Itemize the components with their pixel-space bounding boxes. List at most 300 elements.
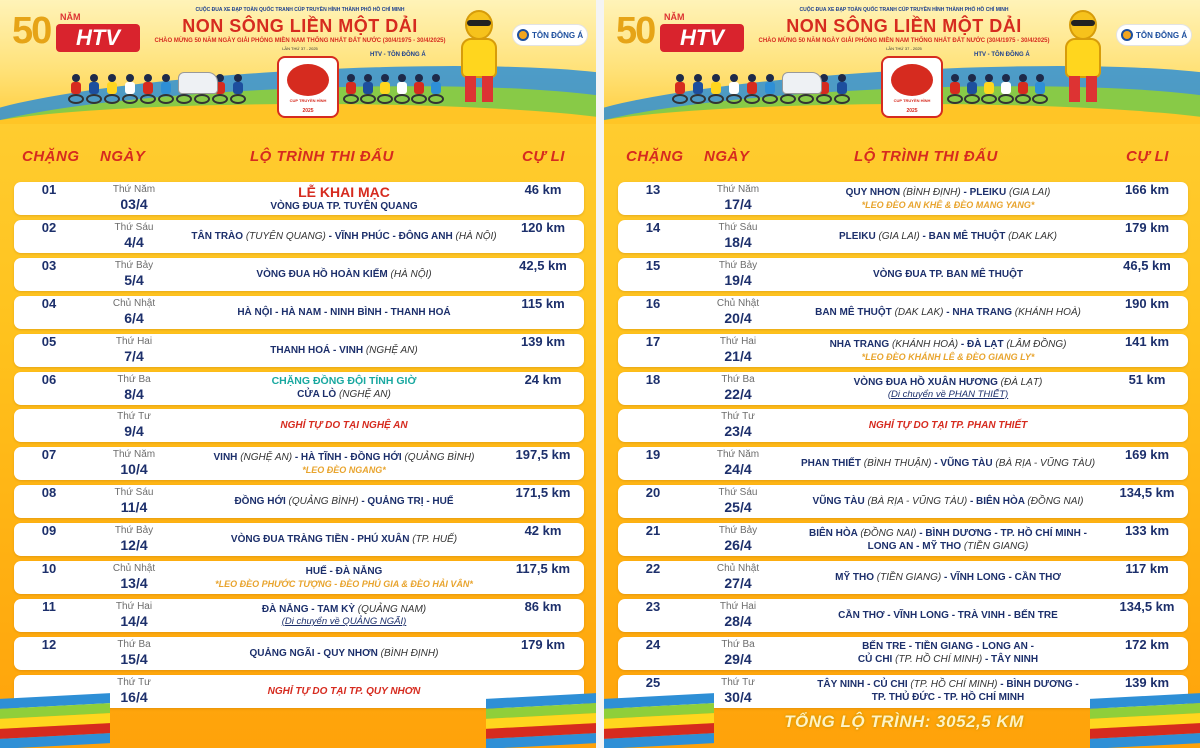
stage-date	[84, 561, 184, 594]
route-line	[237, 306, 450, 319]
mascot-illustration	[1059, 10, 1109, 105]
stage-number: 09	[41, 523, 57, 539]
table-row	[618, 561, 1188, 594]
route-text: CỦ CHI	[857, 654, 896, 666]
stage-distance: 197,5 km	[515, 447, 571, 463]
route-text: VÒNG ĐUA HỒ HOÀN KIẾM	[256, 268, 391, 280]
cyclist-figure	[1000, 74, 1012, 104]
cyclist-figure	[764, 74, 776, 104]
stage-distance: 133 km	[1124, 523, 1170, 539]
stage-number: 08	[41, 485, 57, 501]
route-text: QUY NHƠN	[845, 187, 903, 198]
stage-distance: 42,5 km	[519, 257, 567, 273]
decorative-stripes	[0, 685, 596, 748]
date-value: 22/4	[724, 385, 752, 402]
route-text: BẾN TRE - TIỀN GIANG - LONG AN -	[862, 641, 1034, 653]
table-row	[618, 372, 1188, 405]
stage-distance: 117,5 km	[515, 561, 571, 576]
route-cell	[788, 182, 1108, 215]
stage-date	[84, 296, 184, 329]
route-text: PLEIKU	[839, 230, 879, 242]
mascot-illustration	[455, 10, 505, 105]
table-row	[14, 372, 584, 405]
day-of-week: Thứ Bảy	[114, 259, 154, 271]
route-cell	[788, 372, 1108, 405]
date-value: 12/4	[120, 537, 148, 554]
stage-number: 13	[645, 182, 661, 197]
stage-number: 25	[645, 674, 661, 690]
climb-note: *LEO ĐÈO KHÁNH LÊ & ĐÈO GIANG LY*	[861, 351, 1035, 362]
day-of-week: Thứ Ba	[721, 373, 755, 385]
stage-distance: 51 km	[1128, 371, 1166, 387]
col-stage-header: CHẶNG	[22, 148, 80, 165]
stage-distance	[504, 409, 582, 442]
stage-distance: 120 km	[520, 219, 566, 235]
route-text: MỸ THO	[835, 572, 877, 583]
cyclists-illustration-right	[949, 60, 1059, 104]
stage-date	[688, 485, 788, 518]
stage-distance: 24 km	[524, 371, 562, 387]
province-label: (NGHỆ AN)	[338, 389, 391, 400]
route-text: HÀ NỘI - HÀ NAM - NINH BÌNH - THANH HOÁ	[237, 306, 451, 318]
cyclist-figure	[430, 74, 442, 104]
cyclist-figure	[746, 74, 758, 104]
transfer-note: (Di chuyển về QUẢNG NGÃI)	[281, 615, 407, 627]
route-line	[306, 565, 383, 578]
stage-date	[84, 220, 184, 253]
cyclist-figure	[728, 74, 740, 104]
route-cell	[184, 409, 504, 442]
cyclist-figure	[124, 74, 136, 104]
table-row	[14, 599, 584, 632]
htv-50-years-logo: 50 NĂM HTV	[616, 10, 746, 56]
table-header	[14, 132, 584, 182]
route-text: TÂN TRÀO	[191, 230, 246, 242]
edition-line: LẦN THỨ 37 - 2025	[282, 46, 318, 51]
stage-date	[688, 637, 788, 670]
date-value: 18/4	[724, 233, 752, 250]
route-cell	[184, 599, 504, 632]
stage-number: 10	[41, 561, 57, 576]
route-text: ĐÀ NẴNG - TAM KỲ	[261, 603, 358, 615]
cyclist-figure	[1017, 74, 1029, 104]
stage-date	[688, 447, 788, 480]
day-of-week: Thứ Bảy	[718, 525, 758, 537]
col-stage-header: CHẶNG	[626, 148, 684, 165]
stage-number: 04	[41, 295, 57, 311]
stage-distance: 141 km	[1124, 333, 1170, 349]
province-label: (ĐÀ LẠT)	[1000, 376, 1043, 388]
table-row	[618, 296, 1188, 329]
stage-date	[84, 182, 184, 215]
route-text: CỬA LÒ	[297, 389, 339, 400]
date-value: 25/4	[724, 499, 752, 516]
stage-number: 21	[645, 523, 661, 539]
province-label: (BÀ RỊA - VŨNG TÀU)	[867, 496, 968, 508]
schedule-panel-left	[0, 0, 596, 748]
table-row	[618, 523, 1188, 556]
route-text: - QUẢNG TRỊ - HUẾ	[358, 496, 454, 508]
route-line	[813, 495, 1084, 508]
day-of-week: Thứ Năm	[716, 449, 760, 461]
route-line	[231, 533, 457, 546]
table-row	[14, 637, 584, 670]
date-value: 14/4	[120, 612, 148, 629]
stage-number: 01	[41, 182, 57, 197]
cyclist-figure	[413, 74, 425, 104]
table-header	[618, 132, 1188, 182]
province-label: (QUẢNG NAM)	[357, 603, 427, 615]
route-text: PHAN THIẾT	[800, 458, 864, 470]
col-route-header: LỘ TRÌNH THI ĐẤU	[250, 148, 394, 165]
event-subtitle: CHÀO MỪNG 50 NĂM NGÀY GIẢI PHÓNG MIỀN NAM THỐNG NHẤT ĐẤT NƯỚC (30/4/1975 - 30/4/2025)	[758, 38, 1050, 44]
stage-distance: 171,5 km	[515, 485, 571, 501]
banner-header	[604, 0, 1200, 124]
date-value: 30/4	[724, 688, 752, 705]
route-text: - VĨNH PHÚC - ĐÔNG ANH	[325, 230, 456, 242]
climb-note: *LEO ĐÈO PHƯỚC TƯỢNG - ĐÈO PHÚ GIA & ĐÈO HẢI VÂN*	[215, 579, 473, 589]
col-route-header: LỘ TRÌNH THI ĐẤU	[854, 148, 998, 165]
schedule-panel-right	[604, 0, 1200, 748]
col-date-header: NGÀY	[704, 148, 750, 165]
route-text: - BIÊN HÒA	[967, 496, 1028, 508]
stage-distance: 46,5 km	[1123, 257, 1171, 273]
day-of-week: Thứ Hai	[719, 335, 757, 347]
cyclist-figure	[345, 74, 357, 104]
stage-date	[688, 296, 788, 329]
stage-number: 15	[645, 257, 661, 273]
stage-distance: 190 km	[1124, 295, 1170, 311]
province-label: (BÀ RỊA - VŨNG TÀU)	[995, 458, 1096, 470]
stage-date	[688, 258, 788, 291]
route-text: TP. THỦ ĐỨC - TP. HỒ CHÍ MINH	[871, 692, 1025, 704]
support-car-illustration	[178, 72, 218, 94]
day-of-week: Thứ Sáu	[114, 221, 154, 233]
route-cell	[788, 523, 1108, 556]
stage-distance: 86 km	[524, 598, 562, 614]
route-text: - BÌNH DƯƠNG - TP. HỒ CHÍ MINH -	[916, 527, 1087, 539]
province-label: (GIA LAI)	[878, 230, 920, 242]
day-of-week: Thứ Tư	[721, 411, 755, 423]
province-label: (TIỀN GIANG)	[963, 540, 1029, 552]
day-of-week: Chủ Nhật	[716, 563, 760, 574]
route-text: VÒNG ĐUA TRÀNG TIỀN - PHÚ XUÂN	[230, 534, 413, 546]
date-value: 29/4	[724, 650, 752, 667]
route-cell	[184, 637, 504, 670]
route-text: QUẢNG NGÃI - QUY NHƠN	[249, 647, 381, 659]
cyclist-figure	[692, 74, 704, 104]
stage-date	[84, 523, 184, 556]
cyclist-figure	[396, 74, 408, 104]
edition-line: LẦN THỨ 37 - 2025	[886, 46, 922, 51]
route-cell	[184, 561, 504, 594]
province-label: (NGHỆ AN)	[365, 344, 418, 356]
day-of-week: Thứ Sáu	[718, 487, 758, 499]
cup-emblem: CUP TRUYỀN HÌNH 2025	[881, 56, 943, 118]
route-text: - NHA TRANG	[943, 306, 1015, 318]
stage-number	[618, 409, 688, 442]
schedule-table-right	[618, 132, 1188, 705]
route-text: - BAN MÊ THUỘT	[919, 230, 1009, 242]
cyclists-illustration	[70, 58, 270, 104]
route-line	[873, 268, 1023, 281]
table-row	[618, 220, 1188, 253]
route-cell	[788, 485, 1108, 518]
col-date-header: NGÀY	[100, 148, 146, 165]
route-cell	[184, 334, 504, 367]
stage-number: 06	[41, 371, 57, 387]
date-value: 9/4	[124, 423, 144, 440]
stage-distance: 169 km	[1124, 447, 1170, 463]
stage-number: 18	[645, 371, 661, 387]
table-row	[618, 485, 1188, 518]
route-text: - PLEIKU	[960, 187, 1010, 198]
cyclists-illustration-right	[345, 60, 455, 104]
cyclist-figure	[949, 74, 961, 104]
route-line	[250, 647, 439, 660]
day-of-week: Thứ Bảy	[114, 525, 154, 537]
transfer-note: (Di chuyển về PHAN THIẾT)	[887, 388, 1009, 400]
day-of-week: Thứ Hai	[719, 600, 757, 612]
day-of-week: Thứ Ba	[117, 638, 151, 650]
province-label: (HÀ NỘI)	[390, 268, 432, 280]
date-value: 23/4	[724, 423, 752, 440]
province-label: (TIỀN GIANG)	[876, 572, 942, 583]
support-car-illustration	[782, 72, 822, 94]
day-of-week: Thứ Bảy	[718, 259, 758, 271]
stage-number: 05	[41, 333, 57, 349]
route-text: LONG AN - MỸ THO	[867, 540, 964, 552]
table-row	[14, 523, 584, 556]
route-line	[270, 344, 417, 357]
date-value: 11/4	[120, 499, 148, 516]
route-line	[846, 186, 1051, 199]
route-line	[835, 571, 1061, 584]
col-distance-header: CỰ LI	[1126, 148, 1169, 165]
route-line	[868, 540, 1029, 553]
route-text: - ĐÀ LẠT	[958, 338, 1007, 350]
stage-distance: 134,5 km	[1119, 485, 1175, 501]
cyclist-figure	[70, 74, 82, 104]
table-row	[14, 182, 584, 215]
table-row	[618, 599, 1188, 632]
day-of-week: Thứ Tư	[117, 676, 151, 688]
date-value: 28/4	[724, 612, 752, 629]
ton-dong-a-logo: TÔN ĐÔNG Á	[1116, 24, 1192, 46]
stage-date	[688, 372, 788, 405]
stage-date	[688, 599, 788, 632]
stage-distance: 117 km	[1125, 561, 1169, 576]
route-line	[862, 640, 1034, 653]
stage-distance: 179 km	[520, 636, 566, 652]
table-row	[14, 409, 584, 442]
province-label: (HÀ NỘI)	[455, 230, 497, 242]
day-of-week: Thứ Ba	[117, 373, 151, 385]
route-cell	[184, 258, 504, 291]
province-label: (TP. HUẾ)	[412, 534, 458, 546]
province-label: (TP. HỒ CHÍ MINH)	[910, 679, 998, 691]
province-label: (BÌNH ĐỊNH)	[380, 647, 439, 659]
route-line	[191, 230, 496, 243]
table-row	[618, 258, 1188, 291]
day-of-week: Thứ Sáu	[114, 487, 154, 499]
stage-number: 12	[41, 636, 57, 652]
stage-number: 19	[645, 447, 661, 463]
route-cell	[184, 447, 504, 480]
date-value: 19/4	[724, 271, 752, 288]
province-label: (BÌNH ĐỊNH)	[902, 187, 961, 198]
route-cell	[788, 258, 1108, 291]
route-text: BAN MÊ THUỘT	[815, 306, 895, 318]
route-line	[809, 527, 1087, 540]
route-line	[262, 603, 426, 616]
route-line	[815, 306, 1081, 319]
route-cell	[184, 485, 504, 518]
province-label: (LÂM ĐỒNG)	[1006, 338, 1067, 350]
date-value: 7/4	[124, 347, 144, 364]
day-of-week: Chủ Nhật	[716, 297, 760, 309]
route-text: VÒNG ĐUA TP. BAN MÊ THUỘT	[872, 268, 1023, 280]
province-label: (TP. HỒ CHÍ MINH)	[895, 654, 983, 666]
table-row	[618, 447, 1188, 480]
cyclist-figure	[106, 74, 118, 104]
table-row	[14, 296, 584, 329]
table-row	[618, 334, 1188, 367]
stage-date	[84, 372, 184, 405]
date-value: 17/4	[724, 196, 752, 212]
cyclist-figure	[710, 74, 722, 104]
province-label: (QUẢNG BÌNH)	[404, 452, 475, 464]
route-line	[839, 230, 1057, 243]
province-label: (ĐỒNG NAI)	[860, 527, 917, 539]
stage-number: 22	[645, 561, 661, 576]
route-cell	[184, 182, 504, 215]
route-text: BIÊN HÒA	[809, 527, 861, 539]
cyclist-figure	[379, 74, 391, 104]
stage-number	[14, 409, 84, 442]
cyclist-figure	[1034, 74, 1046, 104]
route-cell	[184, 220, 504, 253]
stage-date	[688, 220, 788, 253]
route-line	[830, 338, 1067, 351]
date-value: 20/4	[724, 309, 752, 326]
day-of-week: Thứ Năm	[716, 184, 760, 195]
route-text: - VŨNG TÀU	[931, 458, 996, 470]
date-value: 24/4	[724, 461, 752, 478]
stage-date	[688, 334, 788, 367]
route-cell	[788, 561, 1108, 594]
stage-number: 07	[41, 447, 57, 463]
table-row	[618, 637, 1188, 670]
stage-distance: 139 km	[520, 333, 566, 349]
province-label: (NGHỆ AN)	[240, 452, 293, 464]
sponsors-line: HTV - TÔN ĐÔNG Á	[370, 52, 426, 58]
route-cell	[184, 372, 504, 405]
cyclist-figure	[362, 74, 374, 104]
day-of-week: Thứ Năm	[112, 184, 156, 195]
province-label: (DAK LAK)	[894, 306, 944, 318]
route-line	[270, 200, 417, 213]
stage-date	[84, 409, 184, 442]
event-title: NON SÔNG LIỀN MỘT DẢI	[786, 16, 1022, 36]
day-of-week: Chủ Nhật	[112, 297, 156, 309]
stage-distance: 134,5 km	[1119, 598, 1175, 614]
stage-date	[84, 599, 184, 632]
col-distance-header: CỰ LI	[522, 148, 565, 165]
rest-day-label: NGHỈ TỰ DO TẠI TP. PHAN THIẾT	[868, 420, 1028, 432]
cyclist-figure	[88, 74, 100, 104]
stage-date	[84, 485, 184, 518]
stage-distance: 139 km	[1124, 674, 1170, 690]
date-value: 21/4	[724, 347, 752, 364]
table-row	[14, 220, 584, 253]
stage-number: 03	[41, 257, 57, 273]
stage-distance: 46 km	[524, 182, 562, 197]
date-value: 5/4	[124, 271, 144, 288]
stage-date	[84, 334, 184, 367]
cyclist-figure	[674, 74, 686, 104]
route-cell	[788, 220, 1108, 253]
day-of-week: Thứ Ba	[721, 638, 755, 650]
table-row	[14, 334, 584, 367]
province-label: (DAK LAK)	[1008, 230, 1057, 242]
stage-number: 14	[645, 219, 661, 235]
route-cell	[788, 334, 1108, 367]
route-cell	[184, 296, 504, 329]
panel-divider	[596, 0, 604, 748]
date-value: 10/4	[120, 461, 148, 478]
stage-number: 24	[645, 636, 661, 652]
event-title: NON SÔNG LIỀN MỘT DẢI	[182, 16, 418, 36]
stage-number: 17	[645, 333, 661, 349]
route-text: - VĨNH LONG - CẦN THƠ	[941, 572, 1061, 583]
stage-number: 02	[41, 219, 57, 235]
route-text: HUẾ - ĐÀ NẴNG	[305, 566, 383, 577]
event-subtitle: CHÀO MỪNG 50 NĂM NGÀY GIẢI PHÓNG MIỀN NAM THỐNG NHẤT ĐẤT NƯỚC (30/4/1975 - 30/4/2025)	[154, 38, 446, 44]
table-row	[618, 409, 1188, 442]
climb-note: *LEO ĐÈO AN KHÊ & ĐÈO MANG YANG*	[861, 200, 1035, 210]
date-value: 4/4	[124, 233, 144, 250]
route-cell	[788, 296, 1108, 329]
ton-dong-a-logo: TÔN ĐÔNG Á	[512, 24, 588, 46]
route-cell	[788, 637, 1108, 670]
organizer-line: CUỘC ĐUA XE ĐẠP TOÀN QUỐC TRANH CÚP TRUYỀN HÌNH THÀNH PHỐ HỒ CHÍ MINH	[799, 7, 1009, 13]
route-cell	[788, 599, 1108, 632]
stage-date	[688, 523, 788, 556]
route-line	[838, 609, 1058, 622]
climb-note: *LEO ĐÈO NGANG*	[302, 465, 386, 476]
route-text: ĐỒNG HỚI	[234, 496, 289, 508]
table-row	[14, 561, 584, 594]
table-row	[14, 447, 584, 480]
route-text: VŨNG TÀU	[812, 496, 868, 508]
province-label: (GIA LAI)	[1009, 187, 1051, 198]
date-value: 15/4	[120, 650, 148, 667]
cyclist-figure	[966, 74, 978, 104]
route-line	[297, 388, 391, 401]
date-value: 6/4	[124, 309, 144, 326]
stage-number: 16	[645, 295, 661, 311]
day-of-week: Thứ Hai	[115, 335, 153, 347]
cyclist-figure	[232, 74, 244, 104]
total-distance: TỔNG LỘ TRÌNH: 3052,5 KM	[784, 712, 1024, 731]
stage-number: 20	[645, 485, 661, 501]
rest-day-label: NGHỈ TỰ DO TẠI TP. QUY NHƠN	[267, 685, 421, 697]
route-text: VINH	[213, 452, 241, 464]
date-value: 8/4	[124, 385, 144, 402]
day-of-week: Thứ Hai	[115, 600, 153, 612]
stage-distance: 115 km	[521, 295, 565, 311]
